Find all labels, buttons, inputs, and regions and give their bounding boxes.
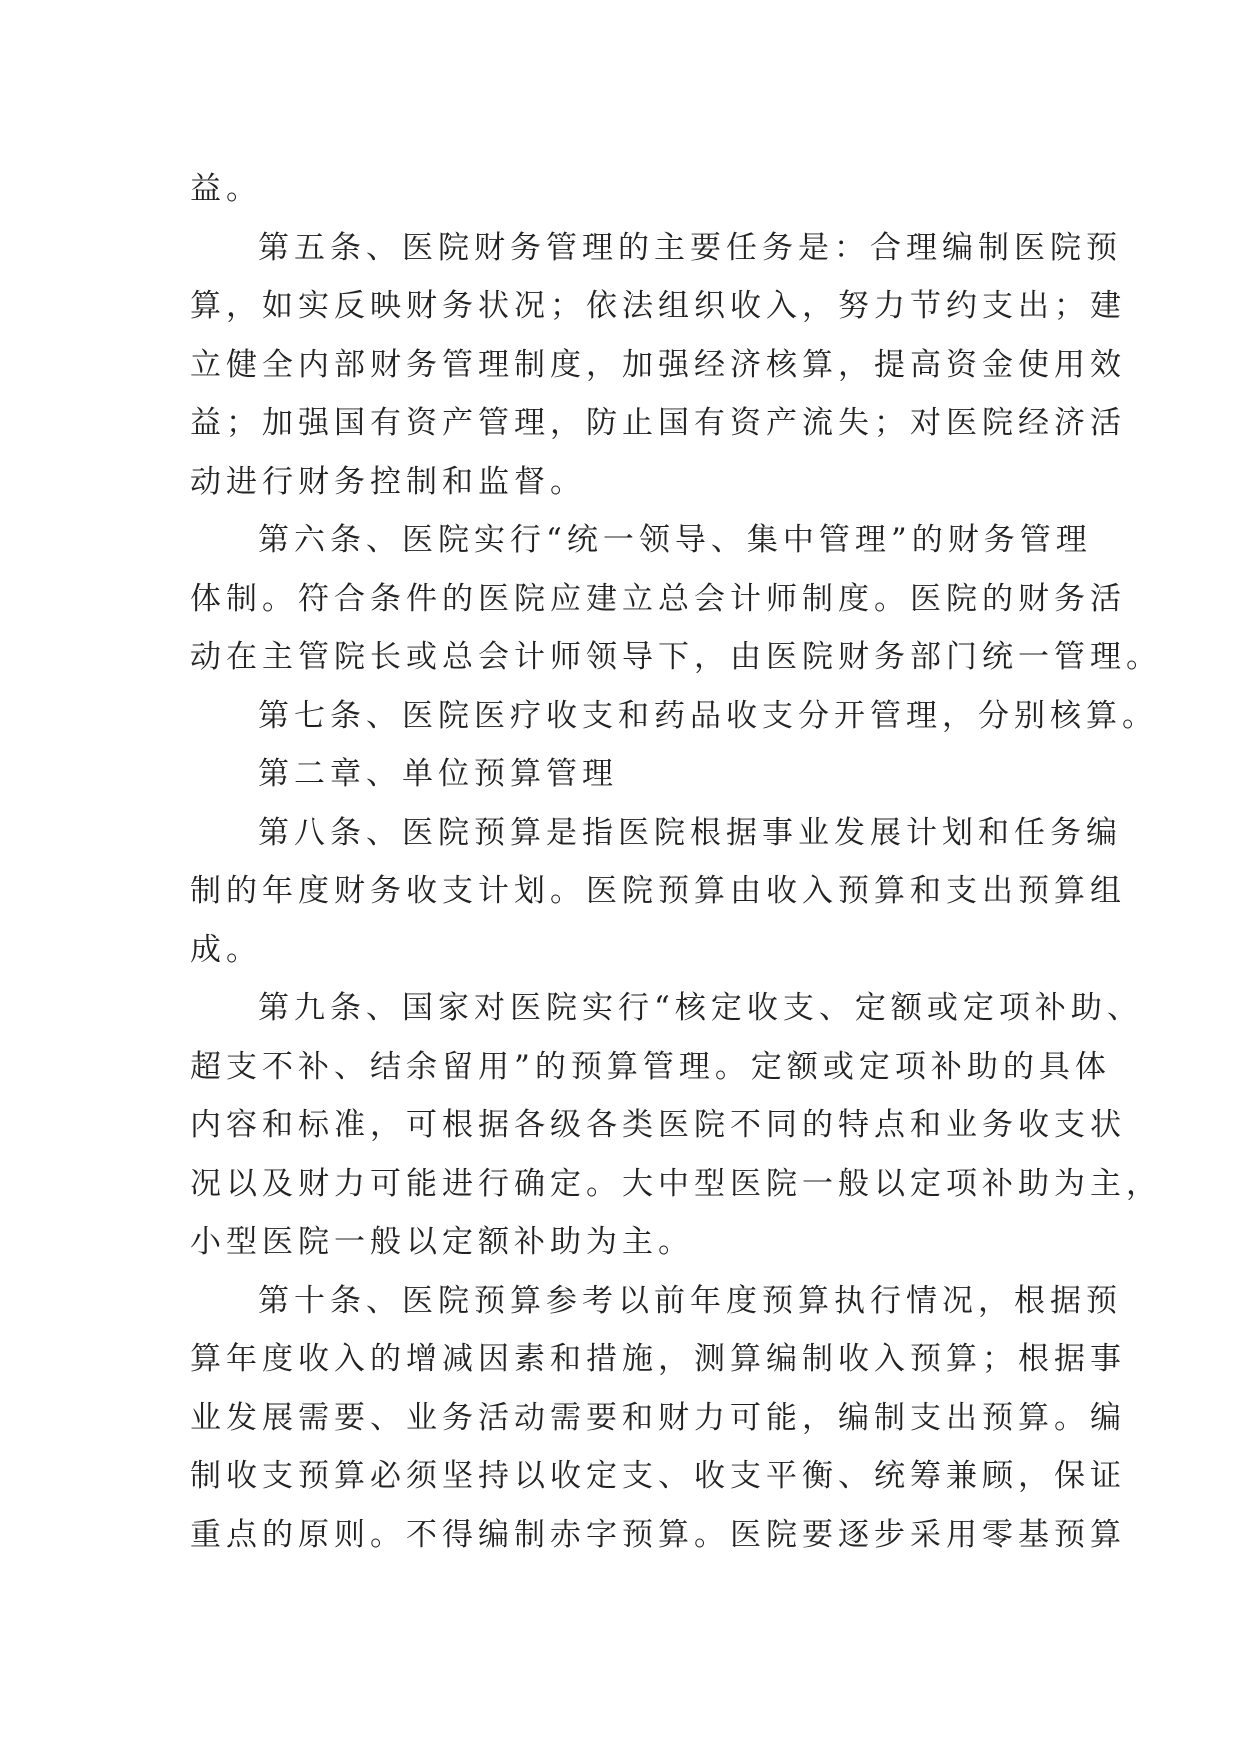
text-line-1: 益。	[190, 171, 262, 207]
text-line-22: 业发展需要、业务活动需要和财力可能，编制支出预算。编	[190, 1399, 1126, 1436]
text-line-13: 制的年度财务收支计划。医院预算由收入预算和支出预算组	[190, 873, 1126, 909]
text-line-23: 制收支预算必须坚持以收定支、收支平衡、统筹兼顾，保证	[190, 1458, 1126, 1494]
text-line-21: 算年度收入的增减因素和措施，测算编制收入预算；根据事	[190, 1341, 1126, 1377]
chapter-heading: 第二章、单位预算管理	[258, 756, 618, 792]
text-line-10: 第七条、医院医疗收支和药品收支分开管理，分别核算。	[258, 697, 1158, 734]
document-body	[190, 160, 1162, 1564]
text-line-18: 况以及财力可能进行确定。大中型医院一般以定项补助为主，	[190, 1165, 1162, 1202]
text-line-5: 益；加强国有资产管理，防止国有资产流失；对医院经济活	[190, 405, 1126, 441]
text-line-6: 动进行财务控制和监督。	[190, 463, 586, 500]
text-line-3: 算，如实反映财务状况；依法组织收入，努力节约支出；建	[190, 288, 1126, 324]
text-line-17: 内容和标准，可根据各级各类医院不同的特点和业务收支状	[190, 1107, 1126, 1143]
text-line-20: 第十条、医院预算参考以前年度预算执行情况，根据预	[258, 1282, 1122, 1319]
text-line-2: 第五条、医院财务管理的主要任务是：合理编制医院预	[258, 229, 1122, 266]
text-line-12: 第八条、医院预算是指医院根据事业发展计划和任务编	[258, 814, 1122, 851]
text-line-16: 超支不补、结余留用”的预算管理。定额或定项补助的具体	[190, 1048, 1111, 1085]
text-line-7: 第六条、医院实行“统一领导、集中管理”的财务管理	[258, 522, 1092, 558]
text-line-9: 动在主管院长或总会计师领导下，由医院财务部门统一管理。	[190, 639, 1162, 675]
text-line-15: 第九条、国家对医院实行“核定收支、定额或定项补助、	[258, 990, 1143, 1026]
text-line-14: 成。	[190, 931, 262, 968]
text-line-8: 体制。符合条件的医院应建立总会计师制度。医院的财务活	[190, 580, 1126, 617]
text-line-24: 重点的原则。不得编制赤字预算。医院要逐步采用零基预算	[190, 1516, 1126, 1553]
text-line-4: 立健全内部财务管理制度，加强经济核算，提高资金使用效	[190, 346, 1126, 383]
text-line-19: 小型医院一般以定额补助为主。	[190, 1224, 694, 1260]
